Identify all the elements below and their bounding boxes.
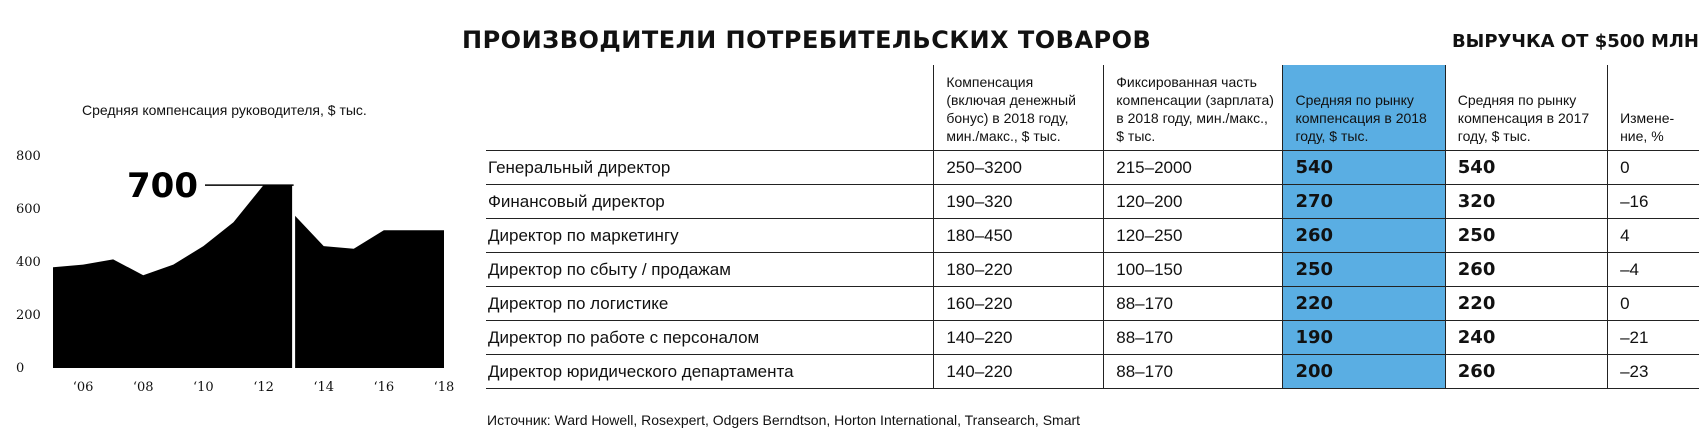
cell-avg-2018: 540	[1283, 151, 1445, 185]
cell-avg-2018: 200	[1283, 355, 1445, 389]
cell-change: –23	[1608, 355, 1699, 389]
cell-fixed: 120–200	[1104, 185, 1283, 219]
cell-avg-2017: 540	[1445, 151, 1607, 185]
x-tick-label: ‘08	[132, 380, 154, 395]
y-tick-label: 0	[16, 361, 25, 376]
cell-avg-2018: 270	[1283, 185, 1445, 219]
cell-position: Директор по сбыту / продажам	[486, 253, 934, 287]
cell-change: –21	[1608, 321, 1699, 355]
header-avg-2018: Средняя по рынку компенсация в 2018 году, $ тыс.	[1283, 65, 1445, 151]
y-tick-label: 600	[16, 202, 41, 217]
x-tick-label: ‘16	[373, 380, 395, 395]
cell-position: Директор по логистике	[486, 287, 934, 321]
cell-avg-2017: 220	[1445, 287, 1607, 321]
cell-avg-2018: 220	[1283, 287, 1445, 321]
page-subtitle: ВЫРУЧКА ОТ $500 МЛН	[1451, 31, 1699, 52]
x-tick-label: ‘10	[193, 380, 214, 395]
annotation-label: 700	[127, 166, 198, 207]
cell-compensation: 180–220	[934, 253, 1104, 287]
cell-fixed: 88–170	[1104, 287, 1283, 321]
cell-change: 0	[1608, 151, 1699, 185]
cell-avg-2017: 260	[1445, 253, 1607, 287]
cell-avg-2018: 250	[1283, 253, 1445, 287]
cell-fixed: 215–2000	[1104, 151, 1283, 185]
page-title: ПРОИЗВОДИТЕЛИ ПОТРЕБИТЕЛЬСКИХ ТОВАРОВ	[462, 26, 1152, 54]
cell-fixed: 88–170	[1104, 321, 1283, 355]
cell-fixed: 88–170	[1104, 355, 1283, 389]
cell-avg-2018: 260	[1283, 219, 1445, 253]
area-chart	[0, 130, 470, 410]
cell-change: –16	[1608, 185, 1699, 219]
source-note: Источник: Ward Howell, Rosexpert, Odgers Berndtson, Horton International, Transearch, Smart	[487, 412, 1081, 428]
cell-change: –4	[1608, 253, 1699, 287]
cell-position: Финансовый директор	[486, 185, 934, 219]
table-row	[486, 287, 1699, 321]
cell-compensation: 140–220	[934, 355, 1104, 389]
cell-avg-2017: 250	[1445, 219, 1607, 253]
table-row	[486, 253, 1699, 287]
header-compensation: Компенсация (включая денежный бонус) в 2018 году, мин./макс., $ тыс.	[934, 65, 1104, 151]
header-position	[486, 65, 934, 151]
table-row	[486, 321, 1699, 355]
cell-avg-2017: 240	[1445, 321, 1607, 355]
cell-compensation: 160–220	[934, 287, 1104, 321]
y-tick-label: 200	[16, 308, 41, 323]
x-tick-label: ‘14	[313, 380, 335, 395]
table-row	[486, 185, 1699, 219]
cell-position: Директор юридического департамента	[486, 355, 934, 389]
header-change: Измене-ние, %	[1608, 65, 1699, 151]
cell-position: Генеральный директор	[486, 151, 934, 185]
cell-avg-2017: 320	[1445, 185, 1607, 219]
header-fixed: Фиксированная часть компенсации (зарплата) в 2018 году, мин./макс., $ тыс.	[1104, 65, 1283, 151]
chart-title: Средняя компенсация руководителя, $ тыс.	[82, 102, 367, 118]
cell-compensation: 190–320	[934, 185, 1104, 219]
table-row	[486, 219, 1699, 253]
cell-avg-2018: 190	[1283, 321, 1445, 355]
table-row	[486, 151, 1699, 185]
x-tick-label: ‘12	[253, 380, 274, 395]
cell-fixed: 100–150	[1104, 253, 1283, 287]
table-row	[486, 355, 1699, 389]
cell-position: Директор по работе с персоналом	[486, 321, 934, 355]
compensation-table	[486, 65, 1699, 389]
cell-change: 0	[1608, 287, 1699, 321]
cell-compensation: 140–220	[934, 321, 1104, 355]
x-tick-label: ‘06	[72, 380, 94, 395]
y-tick-label: 800	[16, 149, 41, 164]
cell-change: 4	[1608, 219, 1699, 253]
y-tick-label: 400	[16, 255, 41, 270]
cell-fixed: 120–250	[1104, 219, 1283, 253]
header-avg-2017: Средняя по рынку компенсация в 2017 году, $ тыс.	[1445, 65, 1607, 151]
cell-compensation: 180–450	[934, 219, 1104, 253]
table-header-row	[486, 65, 1699, 151]
cell-position: Директор по маркетингу	[486, 219, 934, 253]
cell-avg-2017: 260	[1445, 355, 1607, 389]
cell-compensation: 250–3200	[934, 151, 1104, 185]
x-tick-label: ‘18	[433, 380, 455, 395]
area-series	[53, 185, 444, 368]
